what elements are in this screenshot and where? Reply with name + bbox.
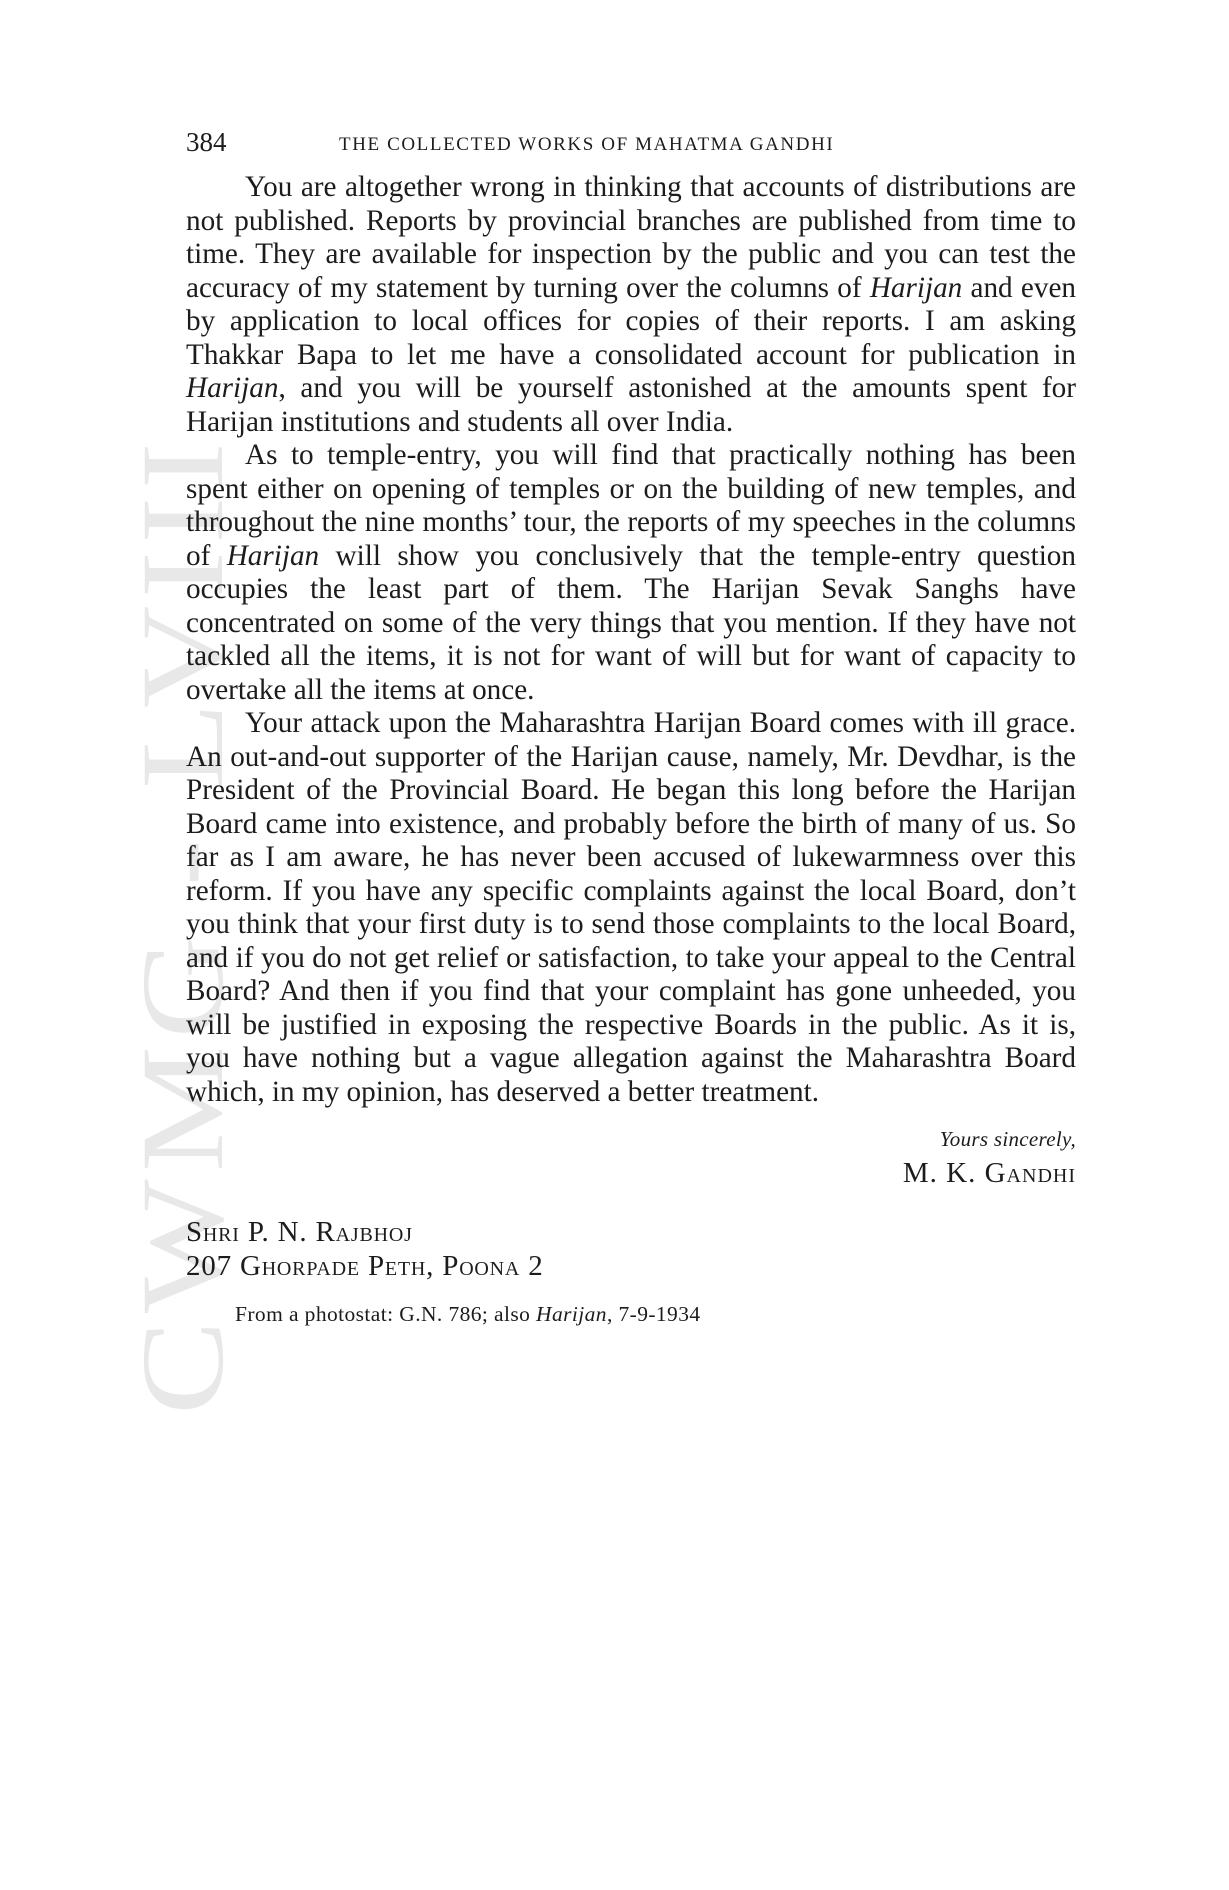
- paragraph-1: [186, 171, 1076, 439]
- publication-title: Harijan: [186, 372, 279, 404]
- source-publication: Harijan: [536, 1302, 607, 1326]
- text-segment: As to temple-entry, you will find that practically nothing has been spent either on opening of temples or on the building of new temples, and throughout the nine months’ tour, the reports of my speeches in the columns of: [186, 439, 1076, 572]
- letter-body: [186, 171, 1076, 1327]
- signature: M. K. Gandhi: [902, 1157, 1076, 1189]
- closing-phrase: Yours sincerely,: [939, 1127, 1076, 1151]
- running-title: THE COLLECTED WORKS OF MAHATMA GANDHI: [339, 134, 835, 155]
- publication-title: Harijan: [869, 271, 963, 304]
- source-prefix: From a photostat: G.N. 786; also: [235, 1302, 537, 1326]
- watermark-text: CWMG - LVIII: [117, 600, 248, 1415]
- page: [186, 127, 1076, 1327]
- running-head: [186, 127, 1076, 171]
- page-number: 384: [186, 127, 227, 157]
- paragraph-3: Your attack upon the Maharashtra Harijan Board comes with ill grace. An out-and-out supporter of the Harijan cause, namely, Mr. Devdhar, is the President of the Provincial Board. He began this long before the Harijan Board came into existence, and probably before the birth of many of us. So far as I am aware, he has never been accused of lukewarmness over this reform. If you have any specific complaints against the local Board, don’t you think that your first duty is to send those complaints to the local Board, and if you do not get relief or satisfaction, to take your appeal to the Central Board? And then if you find that your complaint has gone unheeded, you will be justified in exposing the respective Boards in the public. As it is, you have nothing but a vague allegation against the Maharashtra Board which, in my opinion, has deserved a better treatment.: [186, 707, 1076, 1108]
- closing: [186, 1125, 1076, 1193]
- text-segment: and even by application to local offices for copies of their reports. I am asking Thakkar Bapa to let me have a consolidated account for publication in: [186, 271, 1076, 371]
- source-note: [186, 1301, 1076, 1327]
- addressee: [186, 1215, 1076, 1283]
- text-segment: You are altogether wrong in thinking that accounts of distributions are not published. Reports by provincial branches are published from time to time. They are available for inspection by the public and you can test the accuracy of my statement by turning over the columns of: [186, 171, 1076, 304]
- addressee-address: 207 Ghorpade Peth, Poona 2: [186, 1250, 544, 1282]
- text-segment: , and you will be yourself astonished at the amounts spent for Harijan institutions and students all over India.: [186, 372, 1076, 438]
- addressee-name: Shri P. N. Rajbhoj: [186, 1216, 413, 1248]
- text-segment: will show you conclusively that the temple-entry question occupies the least part of them. The Harijan Sevak Sanghs have concentrated on some of the very things that you mention. If they have not tackled all the items, it is not for want of will but for want of capacity to overtake all the items at once.: [186, 539, 1076, 706]
- source-date: , 7-9-1934: [606, 1302, 701, 1326]
- paragraph-2: [186, 439, 1076, 707]
- publication-title: Harijan: [226, 539, 320, 572]
